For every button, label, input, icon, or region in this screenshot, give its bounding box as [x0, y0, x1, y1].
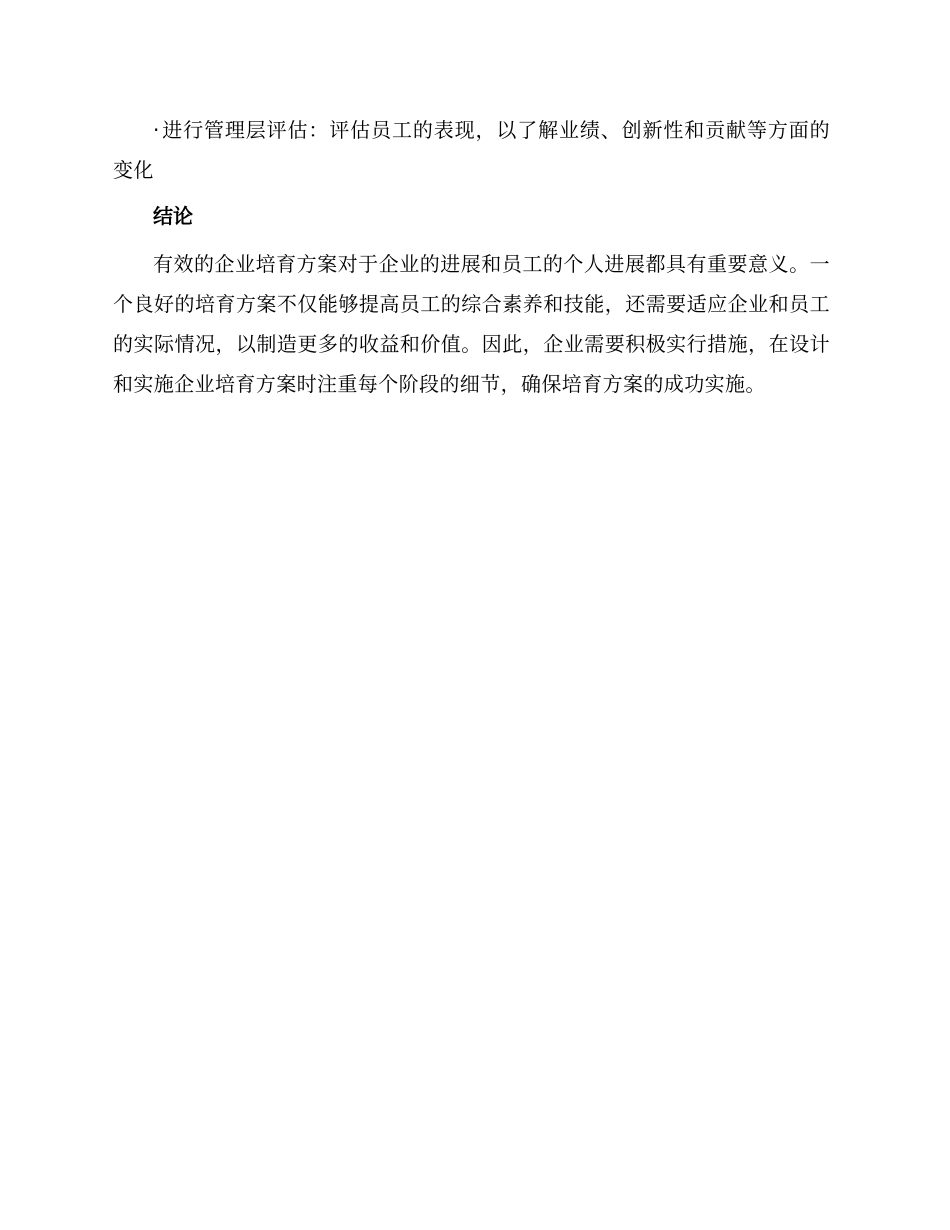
bullet-marker: ·	[153, 118, 160, 142]
bullet-item-text: 进行管理层评估：评估员工的表现，以了解业绩、创新性和贡献等方面的变化	[113, 118, 830, 182]
document-page	[113, 110, 830, 404]
section-heading-conclusion: 结论	[153, 204, 193, 228]
conclusion-paragraph: 有效的企业培育方案对于企业的进展和员工的个人进展都具有重要意义。一个良好的培育方案不仅能够提高员工的综合素养和技能，还需要适应企业和员工的实际情况，以制造更多的收益和价值。因此，企业需要积极实行措施，在设计和实施企业培育方案时注重每个阶段的细节，确保培育方案的成功实施。	[113, 252, 830, 396]
bullet-item-management-evaluation	[113, 110, 830, 190]
